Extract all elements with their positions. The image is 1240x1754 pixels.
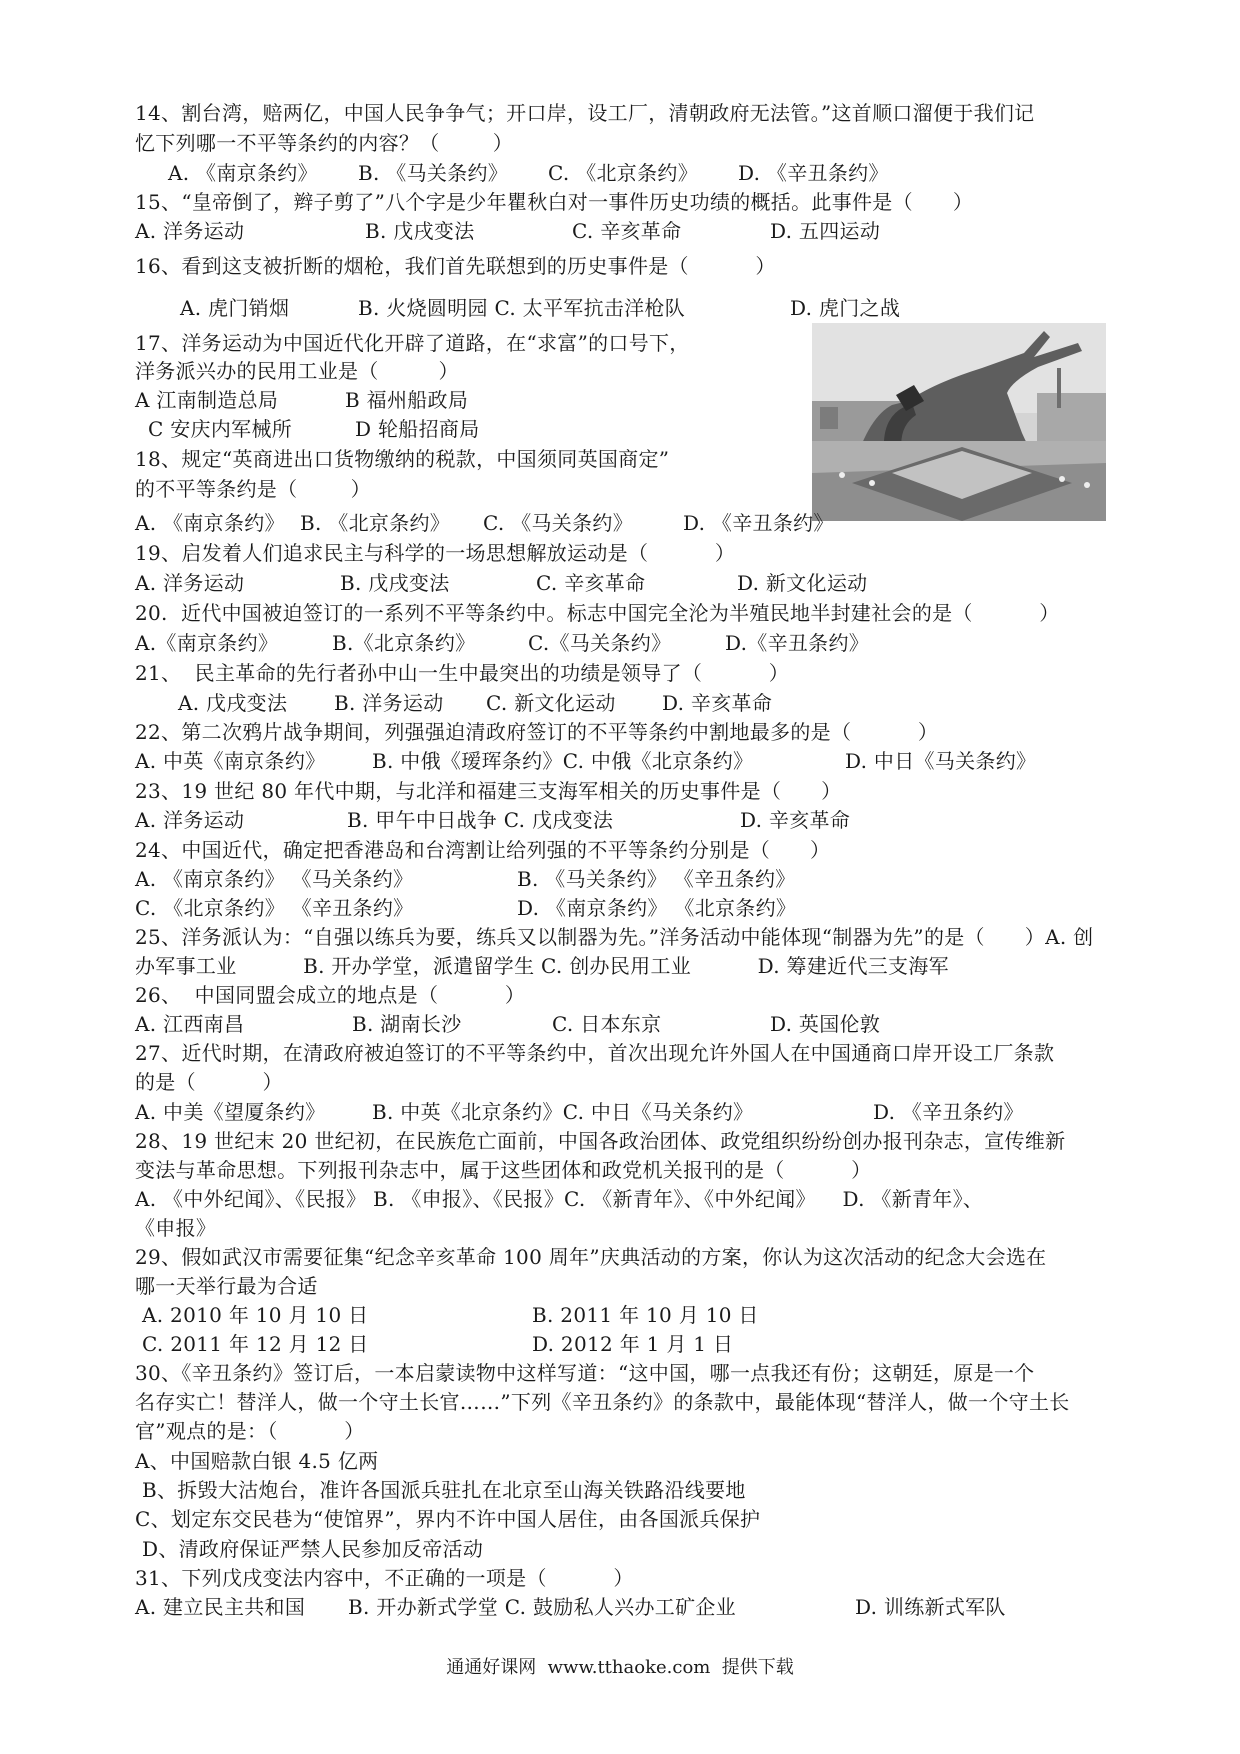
- q26-option-a: A. 江西南昌: [135, 1012, 245, 1036]
- q24-stem: 24、中国近代，确定把香港岛和台湾割让给列强的不平等条约分别是（ ）: [135, 838, 831, 862]
- q14-option-a: A. 《南京条约》: [168, 161, 318, 185]
- q20-option-a: A.《南京条约》: [135, 631, 279, 655]
- q14-option-b: B. 《马关条约》: [358, 161, 509, 185]
- q31-stem: 31、下列戊戌变法内容中，不正确的一项是（ ）: [135, 1566, 634, 1590]
- q25-options: 办军事工业 B. 开办学堂，派遣留学生 C. 创办民用工业 D. 筹建近代三支海军: [135, 954, 949, 978]
- q19-option-c: C. 辛亥革命: [536, 571, 646, 595]
- q14-stem: 忆下列哪一不平等条约的内容？（ ）: [135, 131, 514, 155]
- q19-option-a: A. 洋务运动: [135, 571, 245, 595]
- q26-option-d: D. 英国伦敦: [770, 1012, 881, 1036]
- q17-option-c: C 安庆内军械所: [148, 417, 293, 441]
- q14-stem: 14、割台湾，赔两亿，中国人民争争气；开口岸，设工厂，清朝政府无法管。”这首顺口溜便于我们记: [135, 101, 1035, 125]
- q29-option-a: A. 2010 年 10 月 10 日: [142, 1303, 369, 1327]
- q17-stem: 洋务派兴办的民用工业是（ ）: [135, 359, 459, 383]
- q19-option-b: B. 戊戌变法: [340, 571, 450, 595]
- page-footer: 通通好课网 www.tthaoke.com 提供下载: [446, 1657, 794, 1678]
- q23-option-b: B. 甲午中日战争 C. 戊戌变法: [347, 808, 614, 832]
- q29-option-d: D. 2012 年 1 月 1 日: [532, 1332, 734, 1356]
- q20-option-c: C.《马关条约》: [528, 631, 672, 655]
- q28-options: A. 《中外纪闻》、《民报》 B. 《申报》、《民报》C. 《新青年》、《中外纪闻》 D. 《新青年》、: [135, 1187, 984, 1211]
- q24-option-d: D. 《南京条约》 《北京条约》: [517, 896, 797, 920]
- q14-option-d: D. 《辛丑条约》: [738, 161, 889, 185]
- q29-option-c: C. 2011 年 12 月 12 日: [142, 1332, 369, 1356]
- q30-stem: 官”观点的是：（ ）: [135, 1419, 365, 1443]
- q22-option-b: B. 中俄《瑷珲条约》C. 中俄《北京条约》: [372, 749, 754, 773]
- q18-option-c: C. 《马关条约》: [483, 511, 634, 535]
- q26-option-b: B. 湖南长沙: [352, 1012, 462, 1036]
- q22-stem: 22、第二次鸦片战争期间，列强强迫清政府签订的不平等条约中割地最多的是（ ）: [135, 720, 939, 744]
- q17-option-b: B 福州船政局: [345, 388, 469, 412]
- broken-opium-pipe-photo: [812, 323, 1106, 521]
- q29-stem: 哪一天举行最为合适: [135, 1274, 318, 1298]
- q19-option-d: D. 新文化运动: [737, 571, 868, 595]
- q15-stem: 15、“皇帝倒了，辫子剪了”八个字是少年瞿秋白对一事件历史功绩的概括。此事件是（ ）: [135, 190, 974, 214]
- q25-stem: 25、洋务派认为：“自强以练兵为要，练兵又以制器为先。”洋务活动中能体现“制器为先”的是（ ）A. 创: [135, 925, 1094, 949]
- q21-stem: 21、 民主革命的先行者孙中山一生中最突出的功绩是领导了（ ）: [135, 661, 790, 685]
- q20-option-d: D.《辛丑条约》: [725, 631, 870, 655]
- q29-option-b: B. 2011 年 10 月 10 日: [532, 1303, 759, 1327]
- q18-option-b: B. 《北京条约》: [300, 511, 451, 535]
- q16-option-d: D. 虎门之战: [790, 296, 901, 320]
- q20-stem: 20. 近代中国被迫签订的一系列不平等条约中。标志中国完全沦为半殖民地半封建社会的是（ ）: [135, 601, 1060, 625]
- q17-option-d: D 轮船招商局: [355, 417, 480, 441]
- q18-stem: 的不平等条约是（ ）: [135, 477, 371, 501]
- q16-option-a: A. 虎门销烟: [180, 296, 290, 320]
- q21-option-a: A. 戊戌变法: [178, 691, 288, 715]
- q20-option-b: B.《北京条约》: [332, 631, 476, 655]
- q30-stem: 名存实亡！替洋人，做一个守土长官……”下列《辛丑条约》的条款中，最能体现“替洋人，做一个守土长: [135, 1390, 1070, 1414]
- q26-option-c: C. 日本东京: [552, 1012, 662, 1036]
- q22-option-a: A. 中英《南京条约》: [135, 749, 326, 773]
- q24-option-c: C. 《北京条约》 《辛丑条约》: [135, 896, 414, 920]
- q18-stem: 18、规定“英商进出口货物缴纳的税款，中国须同英国商定”: [135, 447, 670, 471]
- q23-stem: 23、19 世纪 80 年代中期，与北洋和福建三支海军相关的历史事件是（ ）: [135, 779, 842, 803]
- q15-option-c: C. 辛亥革命: [572, 219, 682, 243]
- q21-option-c: C. 新文化运动: [486, 691, 616, 715]
- q27-stem: 的是（ ）: [135, 1070, 283, 1094]
- q30-option-d: D、清政府保证严禁人民参加反帝活动: [142, 1537, 484, 1561]
- q30-option-c: C、划定东交民巷为“使馆界”，界内不许中国人居住，由各国派兵保护: [135, 1507, 761, 1531]
- q31-option-b: B. 开办新式学堂 C. 鼓励私人兴办工矿企业: [348, 1595, 736, 1619]
- q16-option-b: B. 火烧圆明园 C. 太平军抗击洋枪队: [358, 296, 686, 320]
- q24-option-b: B. 《马关条约》 《辛丑条约》: [517, 867, 796, 891]
- q29-stem: 29、假如武汉市需要征集“纪念辛亥革命 100 周年”庆典活动的方案，你认为这次活动的纪念大会选在: [135, 1245, 1047, 1269]
- q27-option-d: D. 《辛丑条约》: [873, 1100, 1024, 1124]
- q30-option-b: B、拆毁大沽炮台，准许各国派兵驻扎在北京至山海关铁路沿线要地: [142, 1478, 746, 1502]
- q22-option-d: D. 中日《马关条约》: [845, 749, 1037, 773]
- q17-stem: 17、洋务运动为中国近代化开辟了道路，在“求富”的口号下，: [135, 331, 690, 355]
- q26-stem: 26、 中国同盟会成立的地点是（ ）: [135, 983, 526, 1007]
- q14-option-c: C. 《北京条约》: [548, 161, 699, 185]
- q18-option-d: D. 《辛丑条约》: [683, 511, 834, 535]
- q31-option-d: D. 训练新式军队: [855, 1595, 1006, 1619]
- q30-stem: 30、《辛丑条约》签订后，一本启蒙读物中这样写道：“这中国，哪一点我还有份；这朝廷，原是一个: [135, 1361, 1035, 1385]
- q15-option-b: B. 戊戌变法: [365, 219, 475, 243]
- q15-option-d: D. 五四运动: [770, 219, 881, 243]
- q21-option-d: D. 辛亥革命: [662, 691, 773, 715]
- q28-options: 《申报》: [135, 1216, 217, 1240]
- q31-option-a: A. 建立民主共和国: [135, 1595, 306, 1619]
- q24-option-a: A. 《南京条约》 《马关条约》: [135, 867, 414, 891]
- q15-option-a: A. 洋务运动: [135, 219, 245, 243]
- q27-option-b: B. 中英《北京条约》C. 中日《马关条约》: [372, 1100, 754, 1124]
- q17-option-a: A 江南制造总局: [135, 388, 279, 412]
- q28-stem: 28、19 世纪末 20 世纪初，在民族危亡面前，中国各政治团体、政党组织纷纷创办报刊杂志，宣传维新: [135, 1129, 1066, 1153]
- q27-stem: 27、近代时期，在清政府被迫签订的不平等条约中，首次出现允许外国人在中国通商口岸开设工厂条款: [135, 1041, 1055, 1065]
- q18-option-a: A. 《南京条约》: [135, 511, 285, 535]
- q21-option-b: B. 洋务运动: [334, 691, 444, 715]
- q19-stem: 19、启发着人们追求民主与科学的一场思想解放运动是（ ）: [135, 541, 736, 565]
- q28-stem: 变法与革命思想。下列报刊杂志中，属于这些团体和政党机关报刊的是（ ）: [135, 1158, 872, 1182]
- q30-option-a: A、中国赔款白银 4.5 亿两: [135, 1449, 379, 1473]
- q27-option-a: A. 中美《望厦条约》: [135, 1100, 326, 1124]
- q16-stem: 16、看到这支被折断的烟枪，我们首先联想到的历史事件是（ ）: [135, 254, 776, 278]
- q23-option-a: A. 洋务运动: [135, 808, 245, 832]
- q23-option-d: D. 辛亥革命: [740, 808, 851, 832]
